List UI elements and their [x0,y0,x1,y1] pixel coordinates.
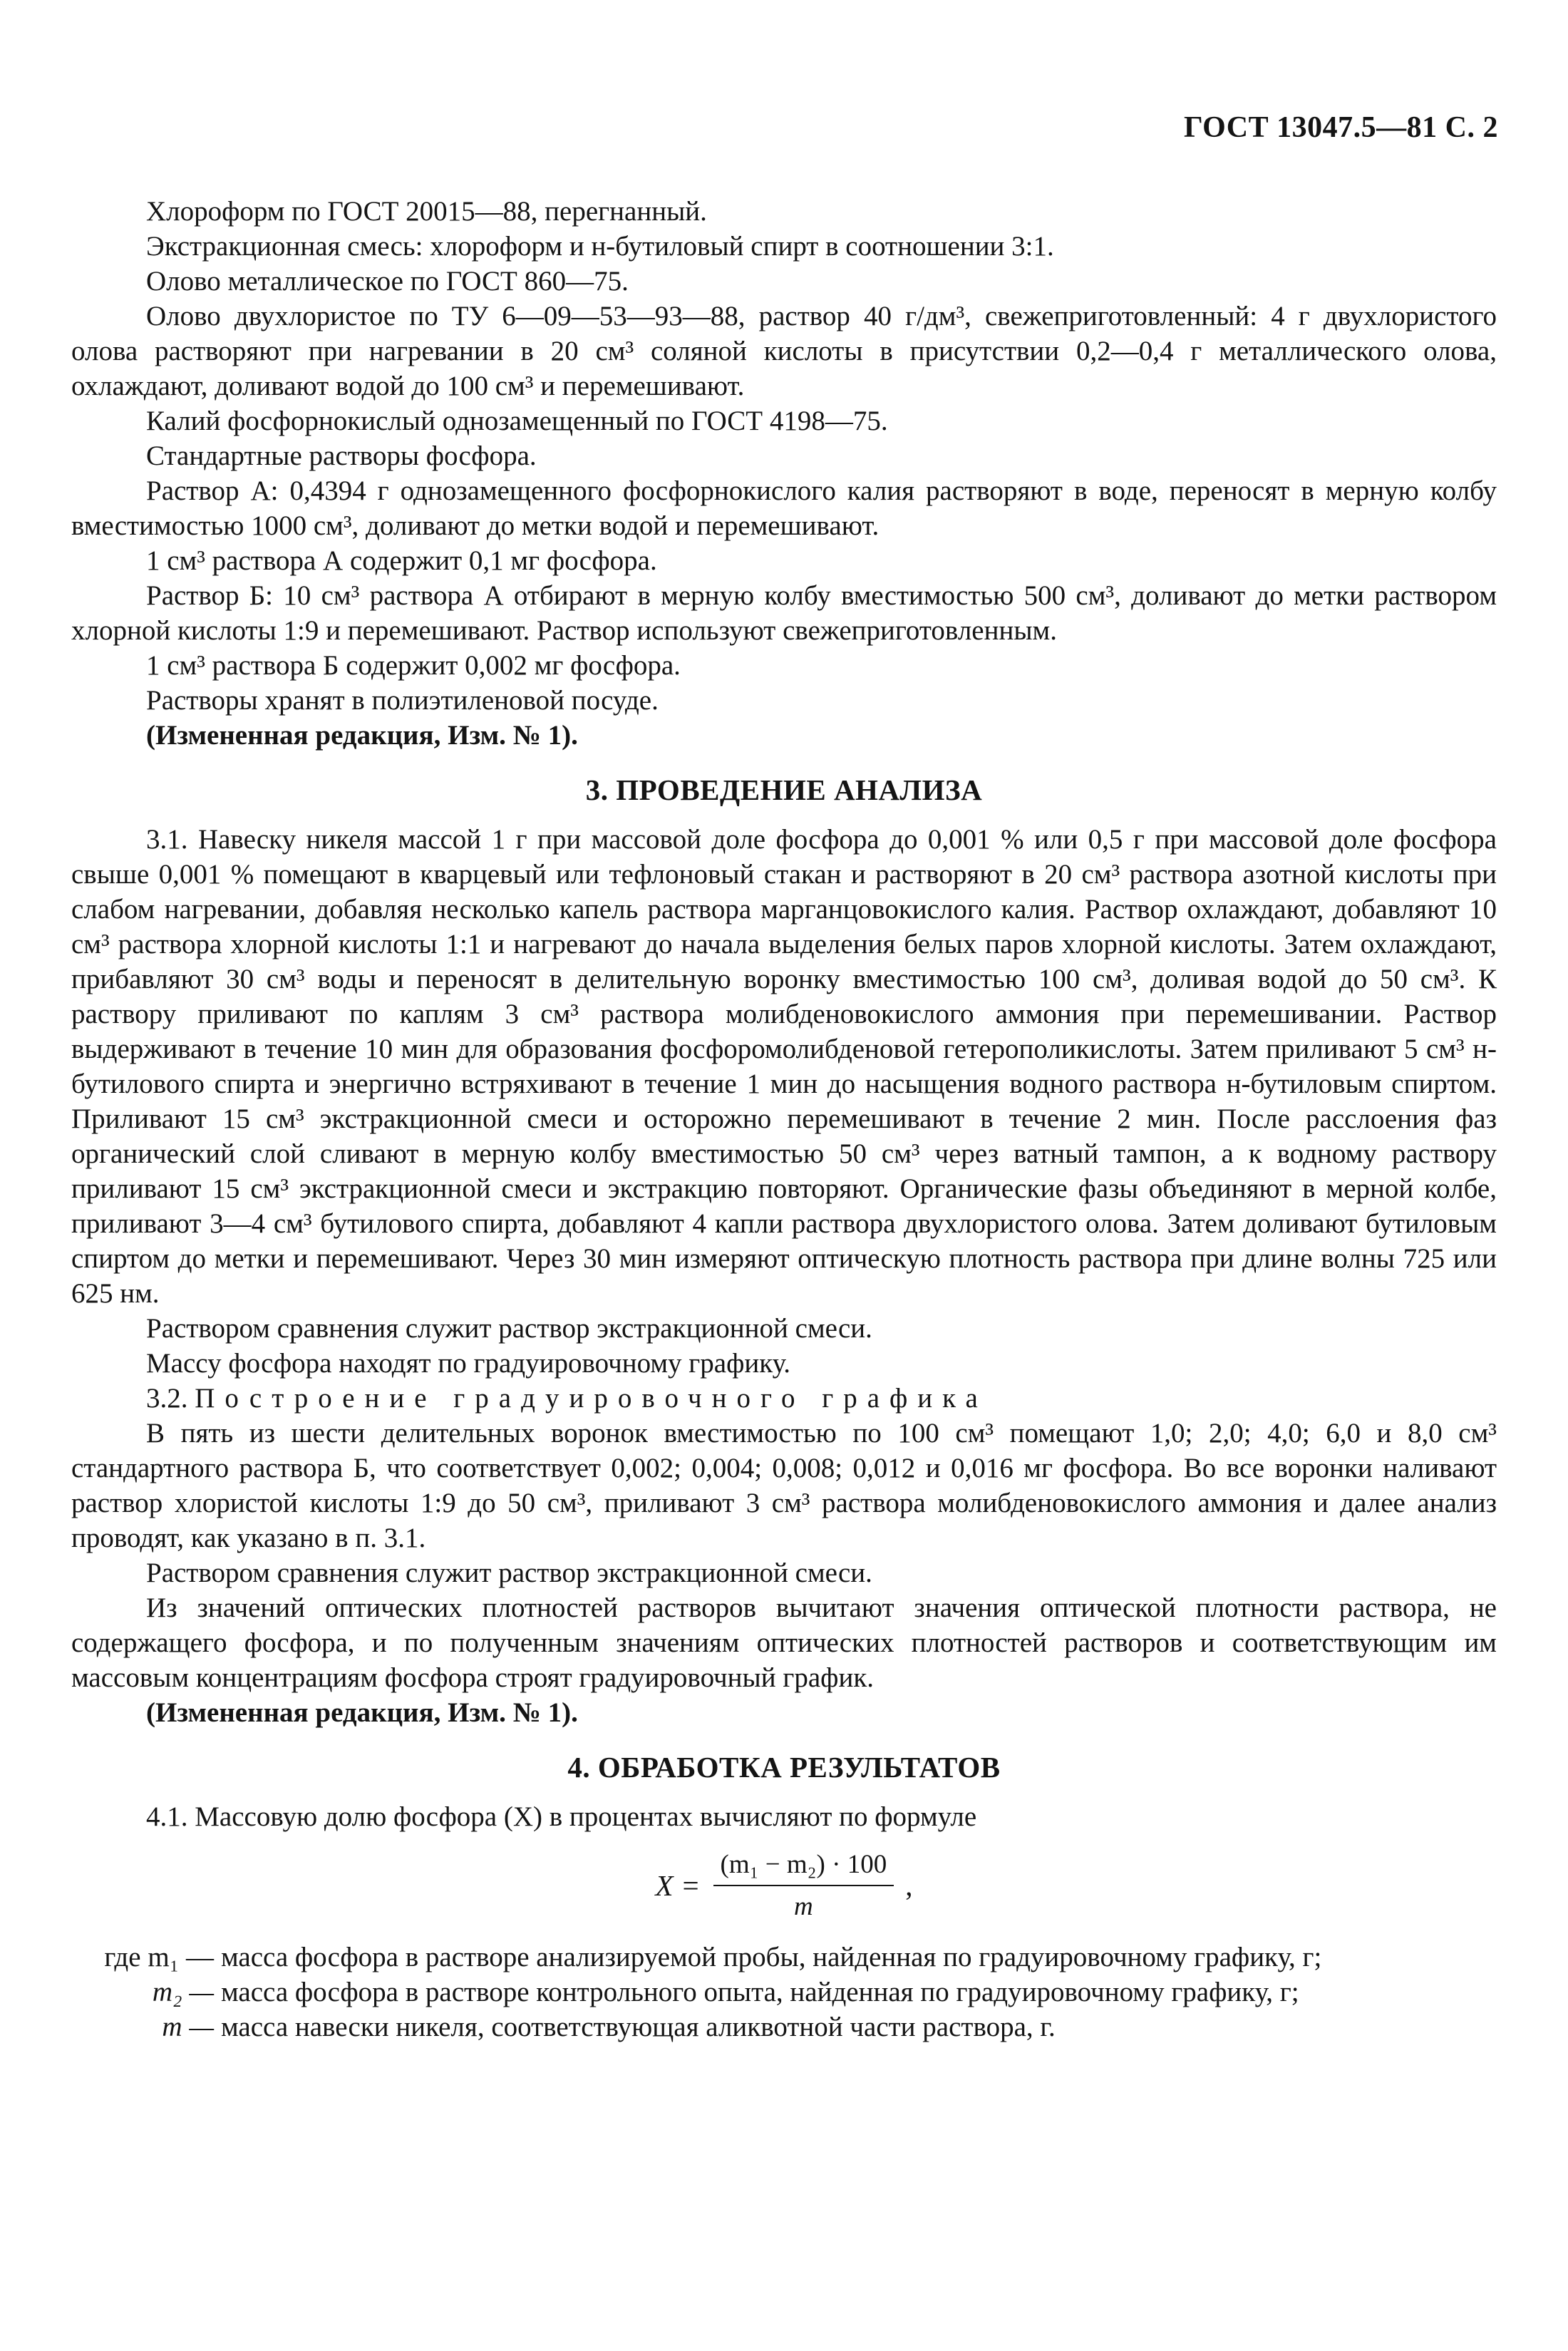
reagent-tin-metal: Олово металлическое по ГОСТ 860—75. [146,266,629,297]
section-3-2-body: В пять из шести делительных воронок вместимостью по 100 см³ помещают 1,0; 2,0; 4,0; 6,0 и 8,0 см³ стандартного раствора Б, что соответствует 0,002; 0,004; 0,008; 0,012 и 0,016 мг фосфора. Во все воронки наливают раствор хлористой кислоты 1:9 до 50 см³, приливают 3 см³ раствора молибденовокислого аммония и далее анализ проводят, как указано в п. 3.1. [71,1418,1497,1553]
revision-note: (Измененная редакция, Изм. № 1). [146,1697,578,1728]
formula-block [71,1847,1497,1924]
reagent-extraction-mix: Экстракционная смесь: хлороформ и н-бутиловый спирт в соотношении 3:1. [146,231,1054,262]
definition-row [71,1975,1497,2010]
definition-term: где m₁ — [104,1942,214,1972]
section-3-1: 3.1. Навеску никеля массой 1 г при массовой доле фосфора до 0,001 % или 0,5 г при массовой доле фосфора свыше 0,001 % помещают в кварцевый или тефлоновый стакан и растворяют в 20 см³ раствора азотной кислоты при слабом нагревании, добавляя несколько капель раствора марганцовокислого калия. Раствор охлаждают, добавляют 10 см³ раствора хлорной кислоты 1:1 и нагревают до начала выделения белых паров хлорной кислоты. Затем охлаждают, прибавляют 30 см³ воды и переносят в делительную воронку вместимостью 100 см³, доливая водой до 50 см³. К раствору приливают по каплям 3 см³ раствора молибденовокислого аммония при перемешивании. Раствор выдерживают в течение 10 мин для образования фосфоромолибденовой гетерополикислоты. Затем приливают 5 см³ н-бутилового спирта и энергично встряхивают в течение 1 мин до насыщения водного раствора н-бутиловым спиртом. Приливают 15 см³ экстракционной смеси и осторожно перемешивают в течение 2 мин. После расслоения фаз органический слой сливают в мерную колбу вместимостью 50 см³ через ватный тампон, а к водному раствору приливают 15 см³ экстракционной смеси и экстракцию повторяют. Органические фазы объединяют в мерной колбе, приливают 3—4 см³ бутилового спирта, добавляют 4 капли раствора двухлористого олова. Затем доливают бутиловым спиртом до метки и перемешивают. Через 30 мин измеряют оптическую плотность раствора при длине волны 725 или 625 нм. [71,824,1497,1309]
reagent-solution-a-content: 1 см³ раствора А содержит 0,1 мг фосфора. [146,545,657,576]
formula-denominator: m [793,1892,813,1921]
definition-text: масса фосфора в растворе анализируемой пробы, найденная по градуировочному графику, г; [221,1942,1322,1972]
reagent-solution-a: Раствор А: 0,4394 г однозамещенного фосфорнокислого калия растворяют в воде, переносят в мерную колбу вместимостью 1000 см³, доливают до метки водой и перемешивают. [71,475,1497,541]
section-3-2-reference: Раствором сравнения служит раствор экстракционной смеси. [146,1558,872,1588]
reagent-potassium-phosphate: Калий фосфорнокислый однозамещенный по ГОСТ 4198—75. [146,406,888,436]
section-3-2-title: Построение градуировочного графика [195,1383,988,1414]
formula [656,1847,913,1924]
formula-tail: , [905,1868,913,1902]
formula-numerator: (m₁ − m₂) · 100 [713,1847,894,1886]
reagent-solution-b: Раствор Б: 10 см³ раствора А отбирают в мерную колбу вместимостью 500 см³, доливают до метки раствором хлорной кислоты 1:9 и перемешивают. Раствор используют свежеприготовленным. [71,580,1497,646]
reagent-chloroform: Хлороформ по ГОСТ 20015—88, перегнанный. [146,196,707,227]
definition-row [71,1940,1497,1975]
section-3-mass: Массу фосфора находят по градуировочному графику. [146,1348,790,1379]
definition-text: масса фосфора в растворе контрольного опыта, найденная по градуировочному графику, г; [221,1977,1299,2007]
definition-term: m — [162,2012,214,2042]
definition-row [71,2010,1497,2044]
section-3-title: 3. ПРОВЕДЕНИЕ АНАЛИЗА [585,773,983,806]
section-4-1: 4.1. Массовую долю фосфора (X) в процентах вычисляют по формуле [146,1801,977,1832]
formula-lhs: X = [655,1868,701,1902]
page-content [71,194,1497,2044]
definition-text: масса навески никеля, соответствующая аликвотной части раствора, г. [221,2012,1056,2042]
reagent-standard-solutions: Стандартные растворы фосфора. [146,441,537,471]
section-3-2-heading [71,1381,1497,1416]
formula-fraction [713,1847,894,1924]
revision-note: (Измененная редакция, Изм. № 1). [146,720,578,751]
section-4-title: 4. ОБРАБОТКА РЕЗУЛЬТАТОВ [567,1751,1001,1784]
definition-term: m₂ — [152,1977,214,2007]
section-3-reference: Раствором сравнения служит раствор экстракционной смеси. [146,1313,872,1344]
reagent-tin-dichloride: Олово двухлористое по ТУ 6—09—53—93—88, раствор 40 г/дм³, свежеприготовленный: 4 г двухлористого олова растворяют при нагревании в 20 см³ соляной кислоты в присутствии 0,2—0,4 г металлического олова, охлаждают, доливают водой до 100 см³ и перемешивают. [71,301,1497,401]
reagent-storage: Растворы хранят в полиэтиленовой посуде. [146,685,659,716]
section-3-2-method: Из значений оптических плотностей растворов вычитают значения оптической плотности раствора, не содержащего фосфора, и по полученным значениям оптических плотностей растворов и соответствующим им массовым концентрациям фосфора строят градуировочный график. [71,1593,1497,1693]
section-3-2-number: 3.2. [146,1383,188,1414]
page-header: ГОСТ 13047.5—81 С. 2 [1183,111,1498,144]
reagent-solution-b-content: 1 см³ раствора Б содержит 0,002 мг фосфора. [146,650,681,681]
definitions-table [71,1940,1497,2044]
